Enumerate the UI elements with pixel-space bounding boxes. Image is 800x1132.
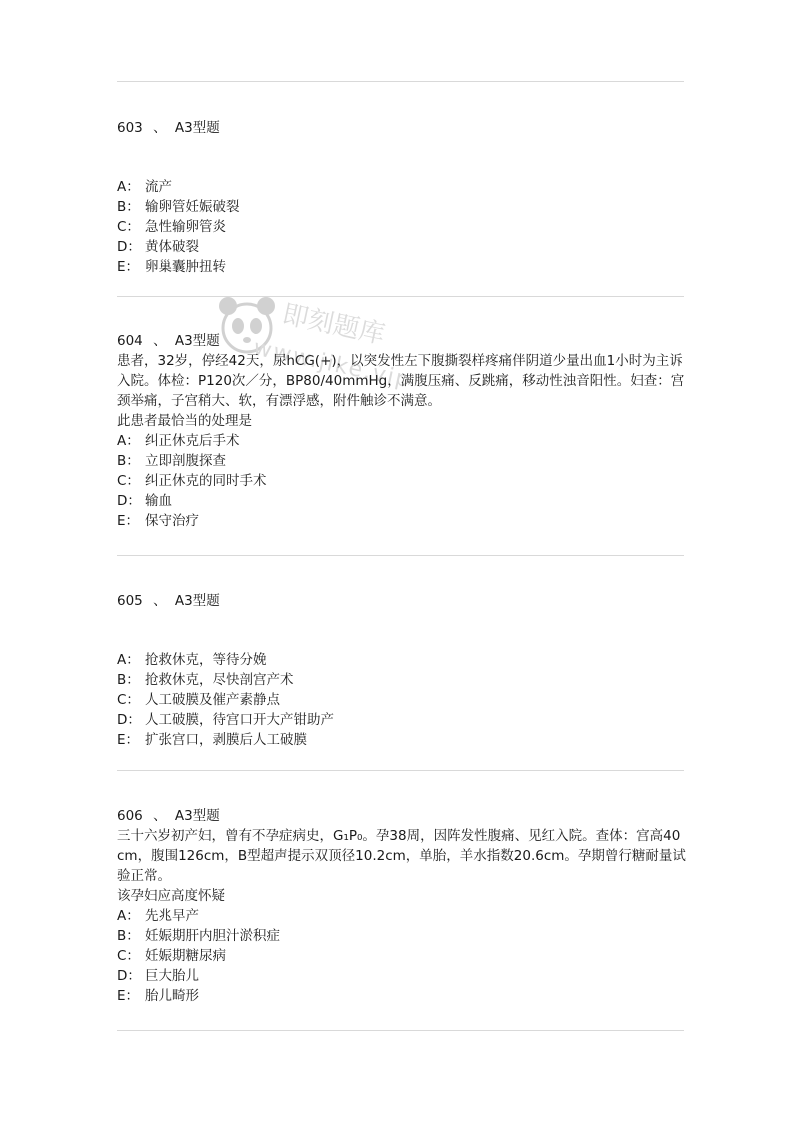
option-letter: C： [117,473,140,489]
question-separator: 、 [153,808,167,824]
option-text: 抢救休克，等待分娩 [145,652,267,668]
option-text: 人工破膜及催产素静点 [145,692,280,708]
option-d [117,491,687,511]
question-number: 606 [117,808,143,824]
question-separator: 、 [153,120,167,136]
option-text: 流产 [145,179,172,195]
question-prompt: 此患者最恰当的处理是 [117,413,252,429]
question-type: A3型题 [174,808,220,824]
watermark-url: www.jike.vip [251,335,414,394]
option-text: 输血 [145,493,172,509]
option-b [117,926,687,946]
option-text: 人工破膜，待宫口开大产钳助产 [145,712,334,728]
option-text: 输卵管妊娠破裂 [145,199,240,215]
option-letter: B： [117,453,140,469]
option-d [117,237,687,257]
option-e [117,986,687,1006]
divider [117,81,684,82]
question-number: 604 [117,333,143,349]
divider [117,555,684,556]
question-prompt: 该孕妇应高度怀疑 [117,888,225,904]
option-c [117,471,687,491]
option-letter: C： [117,692,140,708]
option-text: 扩张宫口，剥膜后人工破膜 [145,732,307,748]
question-type: A3型题 [174,333,220,349]
option-text: 卵巢囊肿扭转 [145,259,226,275]
question-number: 605 [117,593,143,609]
option-text: 立即剖腹探查 [145,453,226,469]
option-letter: D： [117,239,141,255]
option-letter: E： [117,259,140,275]
option-letter: E： [117,732,140,748]
option-text: 纠正休克的同时手术 [145,473,267,489]
divider [117,770,684,771]
question-604 [117,331,687,531]
option-e [117,511,687,531]
option-e [117,257,687,277]
question-separator: 、 [153,333,167,349]
question-type: A3型题 [174,120,220,136]
option-letter: A： [117,433,140,449]
question-header [117,591,687,611]
option-d [117,966,687,986]
question-header [117,331,687,351]
question-type: A3型题 [174,593,220,609]
option-text: 保守治疗 [145,513,199,529]
option-c [117,217,687,237]
option-text: 抢救休克，尽快剖宫产术 [145,672,294,688]
option-letter: D： [117,493,141,509]
divider [117,1030,684,1031]
question-header [117,806,687,826]
option-letter: D： [117,968,141,984]
option-letter: C： [117,948,140,964]
option-letter: B： [117,672,140,688]
question-605-options [117,650,687,750]
option-b [117,451,687,471]
question-603 [117,118,687,138]
option-letter: A： [117,652,140,668]
option-a [117,431,687,451]
question-stem: 三十六岁初产妇，曾有不孕症病史，G₁P₀。孕38周，因阵发性腹痛、见红入院。查体：宫高40cm，腹围126cm，B型超声提示双顶径10.2cm，单胎，羊水指数20.6cm。孕期曾行糖耐量试验正常。 [117,828,686,884]
option-text: 先兆早产 [145,908,199,924]
option-text: 巨大胎儿 [145,968,199,984]
question-separator: 、 [153,593,167,609]
divider [117,296,684,297]
question-header [117,118,687,138]
question-603-options [117,177,687,277]
option-letter: A： [117,179,140,195]
option-letter: E： [117,513,140,529]
option-letter: C： [117,219,140,235]
option-b [117,197,687,217]
option-letter: E： [117,988,140,1004]
option-text: 急性输卵管炎 [145,219,226,235]
option-text: 胎儿畸形 [145,988,199,1004]
option-a [117,177,687,197]
option-text: 妊娠期肝内胆汁淤积症 [145,928,280,944]
option-letter: B： [117,928,140,944]
option-text: 纠正休克后手术 [145,433,240,449]
option-letter: D： [117,712,141,728]
option-b [117,670,687,690]
option-c [117,946,687,966]
option-a [117,906,687,926]
option-c [117,690,687,710]
watermark-brand: 即刻题库 [279,299,388,351]
option-e [117,730,687,750]
option-a [117,650,687,670]
question-stem: 患者，32岁，停经42天，尿hCG(+)，以突发性左下腹撕裂样疼痛伴阴道少量出血1小时为主诉入院。体检：P120次／分，BP80/40mmHg，满腹压痛、反跳痛，移动性浊音阳性。妇查：宫颈举痛，子宫稍大、软，有漂浮感，附件触诊不满意。 [117,353,685,409]
option-text: 妊娠期糖尿病 [145,948,226,964]
question-605 [117,591,687,611]
question-number: 603 [117,120,143,136]
question-606 [117,806,687,1006]
option-letter: B： [117,199,140,215]
option-text: 黄体破裂 [145,239,199,255]
option-d [117,710,687,730]
option-letter: A： [117,908,140,924]
